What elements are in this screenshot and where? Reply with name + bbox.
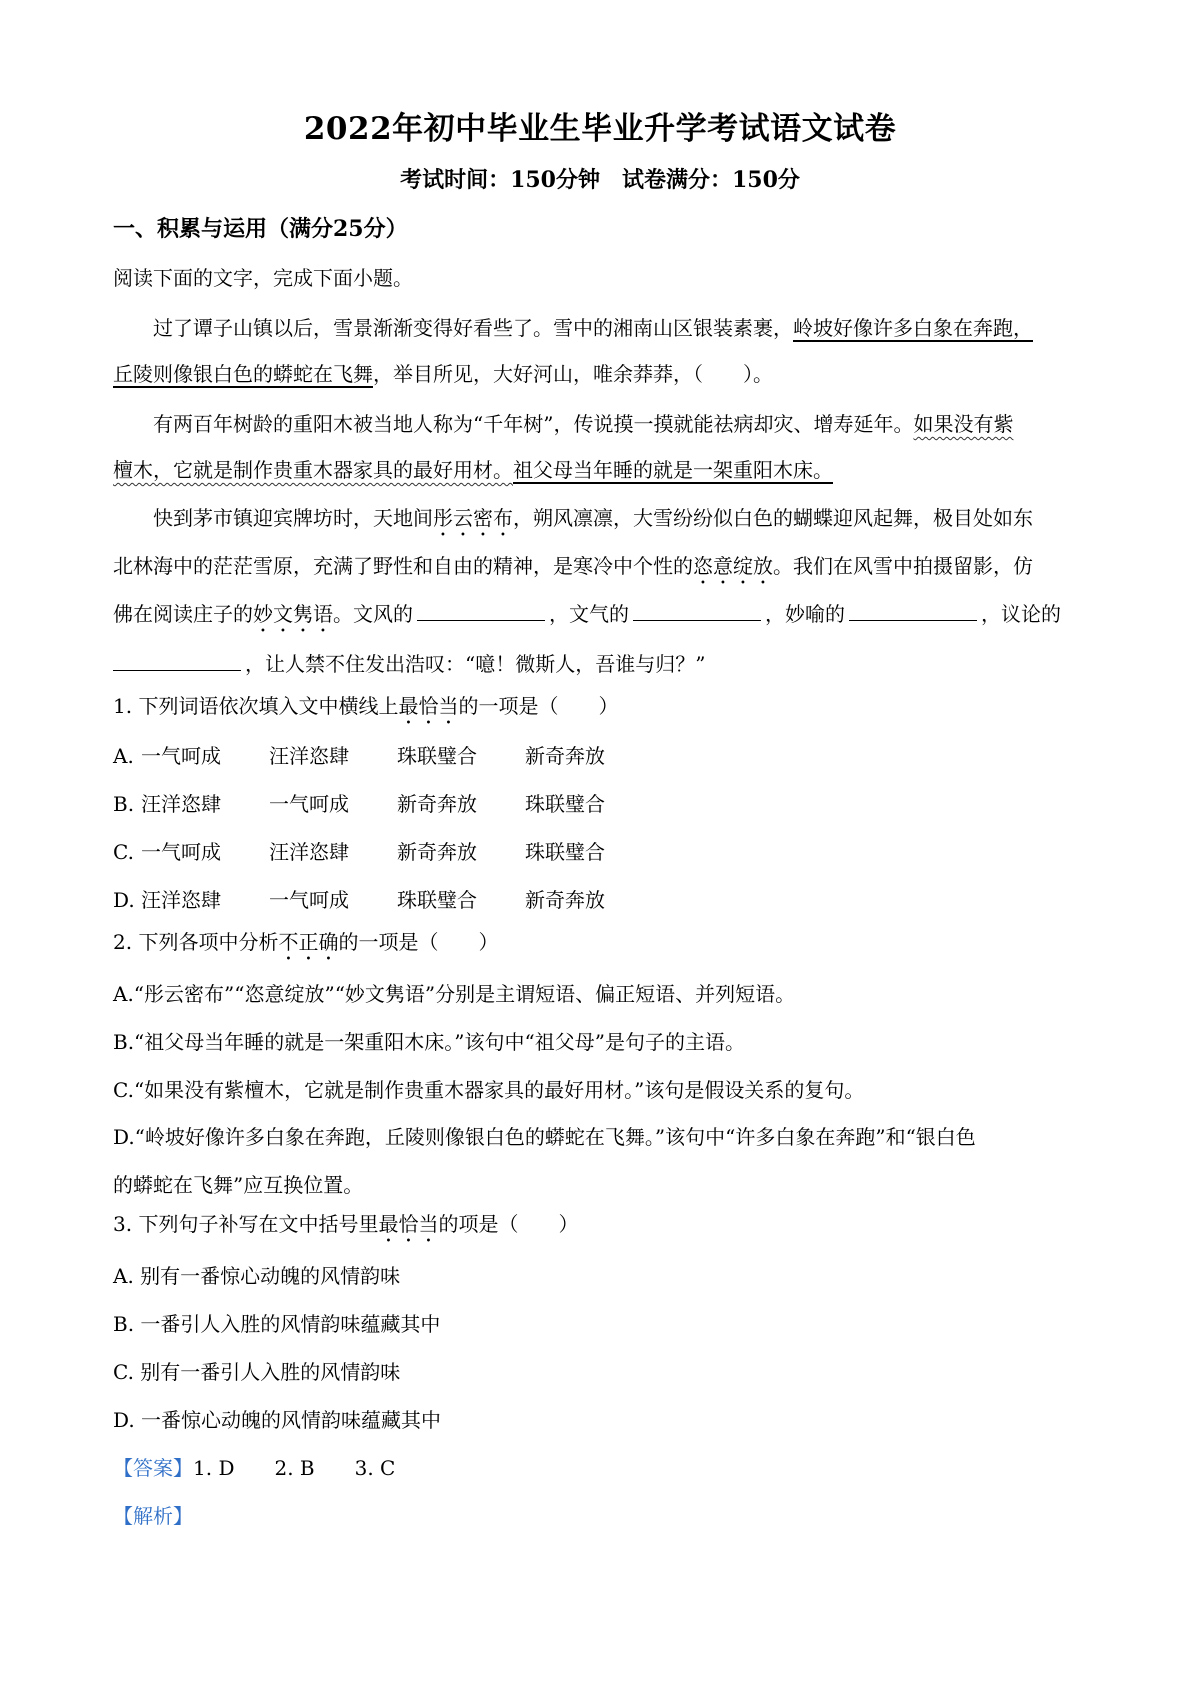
page-title: 2022年初中毕业生毕业升学考试语文试卷 bbox=[303, 111, 897, 147]
q2-option-c[interactable]: C.“如果没有紫檀木，它就是制作贵重木器家具的最好用材。”该句是假设关系的复句。 bbox=[113, 1078, 865, 1102]
option-word: 汪洋恣肆 bbox=[141, 888, 221, 912]
option-word: 新奇奔放 bbox=[397, 840, 477, 864]
question-text: 的一项是（ ） bbox=[458, 694, 619, 718]
answer-values: 1. D 2. B 3. C bbox=[193, 1456, 396, 1480]
option-word: 珠联璧合 bbox=[525, 792, 605, 816]
q2-option-d[interactable]: D.“岭坡好像许多白象在奔跑，丘陵则像银白色的蟒蛇在飞舞。”该句中“许多白象在奔跑”和“银白色 bbox=[113, 1125, 976, 1149]
wavy-underlined-sentence: 檀木，它就是制作贵重木器家具的最好用材。 bbox=[113, 458, 513, 482]
section-heading: 一、积累与运用（满分25分） bbox=[113, 216, 408, 242]
option-label: A. bbox=[113, 744, 134, 768]
passage-text: ，妙喻的 bbox=[765, 602, 845, 626]
q2-option-d-continued: 的蟒蛇在飞舞”应互换位置。 bbox=[113, 1173, 364, 1197]
underlined-sentence: 祖父母当年睡的就是一架重阳木床。 bbox=[513, 458, 833, 482]
passage-text: ，文气的 bbox=[549, 602, 629, 626]
fill-blank-4[interactable] bbox=[113, 650, 241, 671]
dotted-phrase: 最恰当 bbox=[378, 1212, 439, 1236]
question-2-stem bbox=[113, 926, 498, 965]
wavy-underlined-sentence: 如果没有紫 bbox=[913, 412, 1014, 436]
option-word: 珠联璧合 bbox=[397, 888, 477, 912]
fill-blank-2[interactable] bbox=[633, 600, 761, 621]
passage-text: 快到茅市镇迎宾牌坊时，天地间 bbox=[153, 506, 433, 530]
q2-option-a[interactable]: A.“彤云密布”“恣意绽放”“妙文隽语”分别是主谓短语、偏正短语、并列短语。 bbox=[113, 982, 796, 1006]
question-text: 1. 下列词语依次填入文中横线上 bbox=[113, 694, 399, 718]
option-word: 一气呵成 bbox=[141, 840, 221, 864]
passage-text: 北林海中的茫茫雪原，充满了野性和自由的精神，是寒冷中个性的 bbox=[113, 554, 693, 578]
q3-option-d[interactable]: D. 一番惊心动魄的风情韵味蕴藏其中 bbox=[113, 1408, 442, 1432]
question-text: 2. 下列各项中分析 bbox=[113, 930, 279, 954]
option-word: 一气呵成 bbox=[269, 888, 349, 912]
exam-info: 考试时间：150分钟 试卷满分：150分 bbox=[400, 167, 800, 193]
q1-option-d[interactable] bbox=[113, 884, 653, 913]
question-text: 的一项是（ ） bbox=[338, 930, 499, 954]
passage-text: 有两百年树龄的重阳木被当地人称为“千年树”，传说摸一摸就能祛病却灾、增寿延年。 bbox=[153, 412, 914, 436]
q3-option-c[interactable]: C. 别有一番引人入胜的风情韵味 bbox=[113, 1360, 401, 1384]
passage-line-7 bbox=[113, 598, 1061, 637]
passage-line-4 bbox=[113, 454, 833, 483]
dotted-phrase: 妙文隽语 bbox=[253, 602, 333, 626]
passage-text: ，让人禁不住发出浩叹：“噫！微斯人，吾谁与归？” bbox=[245, 652, 706, 676]
passage-line-2 bbox=[113, 358, 773, 387]
underlined-sentence: 岭坡好像许多白象在奔跑， bbox=[793, 316, 1033, 340]
reading-instruction: 阅读下面的文字，完成下面小题。 bbox=[113, 266, 413, 290]
q2-option-b[interactable]: B.“祖父母当年睡的就是一架重阳木床。”该句中“祖父母”是句子的主语。 bbox=[113, 1030, 745, 1054]
question-text: 的项是（ ） bbox=[438, 1212, 579, 1236]
option-label: B. bbox=[113, 792, 135, 816]
passage-line-1 bbox=[153, 312, 1033, 341]
passage-text: 佛在阅读庄子的 bbox=[113, 602, 253, 626]
option-word: 汪洋恣肆 bbox=[141, 792, 221, 816]
dotted-phrase: 最恰当 bbox=[398, 694, 459, 718]
option-word: 汪洋恣肆 bbox=[269, 840, 349, 864]
option-word: 一气呵成 bbox=[269, 792, 349, 816]
option-word: 珠联璧合 bbox=[397, 744, 477, 768]
passage-text: 。文风的 bbox=[333, 602, 413, 626]
answer-label: 【答案】 bbox=[113, 1456, 193, 1480]
passage-text: ，朔风凛凛，大雪纷纷似白色的蝴蝶迎风起舞，极目处如东 bbox=[513, 506, 1033, 530]
option-word: 新奇奔放 bbox=[525, 888, 605, 912]
option-word: 新奇奔放 bbox=[397, 792, 477, 816]
underlined-sentence: 丘陵则像银白色的蟒蛇在飞舞 bbox=[113, 362, 373, 386]
analysis-label: 【解析】 bbox=[113, 1504, 193, 1528]
question-3-stem bbox=[113, 1208, 578, 1247]
option-word: 汪洋恣肆 bbox=[269, 744, 349, 768]
q3-option-b[interactable]: B. 一番引人入胜的风情韵味蕴藏其中 bbox=[113, 1312, 441, 1336]
option-label: D. bbox=[113, 888, 135, 912]
q3-option-a[interactable]: A. 别有一番惊心动魄的风情韵味 bbox=[113, 1264, 401, 1288]
option-word: 新奇奔放 bbox=[525, 744, 605, 768]
answer-line bbox=[113, 1452, 395, 1481]
passage-text: 。我们在风雪中拍摄留影，仿 bbox=[773, 554, 1033, 578]
question-1-stem bbox=[113, 690, 618, 729]
q1-option-b[interactable] bbox=[113, 788, 653, 817]
passage-text: 过了谭子山镇以后，雪景渐渐变得好看些了。雪中的湘南山区银装素裹， bbox=[153, 316, 793, 340]
q1-option-a[interactable] bbox=[113, 740, 653, 769]
q1-option-c[interactable] bbox=[113, 836, 653, 865]
dotted-phrase: 恣意绽放 bbox=[693, 554, 773, 578]
passage-line-8 bbox=[113, 648, 705, 677]
option-label: C. bbox=[113, 840, 134, 864]
passage-line-5 bbox=[153, 502, 1033, 541]
dotted-phrase: 彤云密布 bbox=[433, 506, 513, 530]
fill-blank-1[interactable] bbox=[417, 600, 545, 621]
fill-blank-3[interactable] bbox=[849, 600, 977, 621]
analysis-line bbox=[113, 1500, 193, 1529]
passage-text: ，议论的 bbox=[981, 602, 1061, 626]
passage-line-6 bbox=[113, 550, 1033, 589]
passage-text: ，举目所见，大好河山，唯余莽莽，（ ）。 bbox=[373, 362, 773, 386]
option-word: 一气呵成 bbox=[141, 744, 221, 768]
question-text: 3. 下列句子补写在文中括号里 bbox=[113, 1212, 379, 1236]
passage-line-3 bbox=[153, 408, 1013, 437]
dotted-phrase: 不正确 bbox=[278, 930, 339, 954]
option-word: 珠联璧合 bbox=[525, 840, 605, 864]
